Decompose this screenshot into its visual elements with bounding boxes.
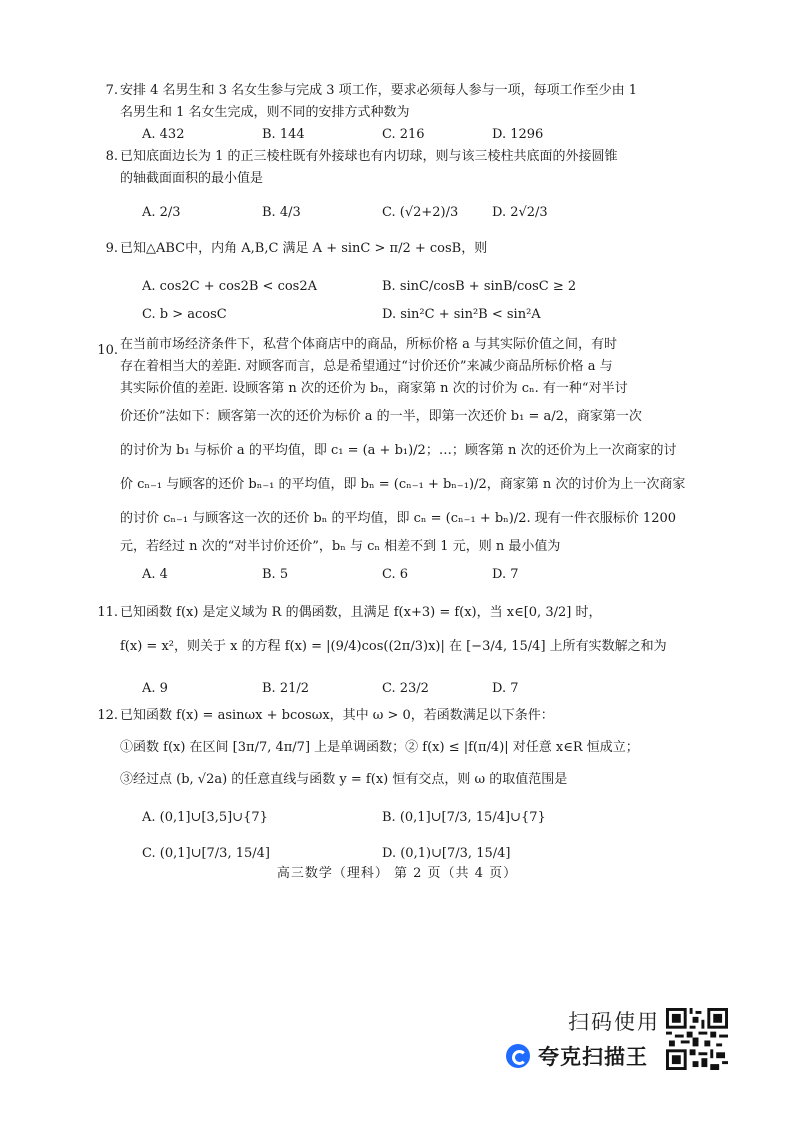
brand-watermark	[506, 1042, 648, 1070]
option-c: C. (0,1]∪[7/3, 15/4]	[142, 846, 270, 861]
question-text-line: 的讨价 cₙ₋₁ 与顾客这一次的还价 bₙ 的平均值，即 cₙ = (cₙ₋₁ + bₙ)/2. 现有一件衣服标价 1200	[120, 511, 677, 526]
option-a: A. 2/3	[142, 205, 181, 220]
question-text-line: 已知△ABC中，内角 A,B,C 满足 A + sinC > π/2 + cosB，则	[120, 241, 488, 256]
question-number: 7.	[105, 83, 118, 98]
option-b: B. 144	[262, 127, 305, 142]
question-text-line: 的轴截面面积的最小值是	[120, 171, 264, 186]
question-text-line: 已知函数 f(x) = asinωx + bcosωx，其中 ω > 0，若函数满足以下条件：	[120, 708, 554, 723]
option-d: D. sin²C + sin²B < sin²A	[382, 307, 541, 322]
question-text-line: 安排 4 名男生和 3 名女生参与完成 3 项工作，要求必须每人参与一项，每项工作至少由 1	[120, 83, 638, 98]
options-row	[120, 838, 680, 860]
options-row	[120, 558, 680, 580]
question-text-line: 在当前市场经济条件下，私营个体商店中的商品，所标价格 a 与其实际价值之间，有时	[120, 337, 618, 352]
options-row	[120, 276, 680, 298]
option-b: B. 4/3	[262, 205, 301, 220]
options-row	[120, 802, 680, 824]
options-row	[120, 672, 680, 694]
option-c: C. 216	[382, 127, 425, 142]
option-a: A. 9	[142, 681, 168, 696]
question-text-line: 其实际价值的差距. 设顾客第 n 次的还价为 bₙ，商家第 n 次的讨价为 cₙ. 有一种“对半讨	[120, 381, 628, 396]
quark-logo-icon	[506, 1044, 530, 1068]
option-a: A. 4	[142, 567, 168, 582]
option-a: A. (0,1]∪[3,5]∪{7}	[142, 810, 268, 825]
option-d: D. 7	[492, 567, 519, 582]
option-c: C. 23/2	[382, 681, 429, 696]
option-c: C. b > acosC	[142, 307, 227, 322]
options-row	[120, 202, 680, 224]
scan-caption: 扫码使用	[568, 1010, 660, 1034]
option-b: B. 21/2	[262, 681, 310, 696]
question-text-line: 价 cₙ₋₁ 与顾客的还价 bₙ₋₁ 的平均值，即 bₙ = (cₙ₋₁ + bₙ₋₁)/2，商家第 n 次的讨价为上一次商家	[120, 477, 686, 492]
question-text-line: 的讨价为 b₁ 与标价 a 的平均值，即 c₁ = (a + b₁)/2；…；顾客第 n 次的还价为上一次商家的讨	[120, 443, 677, 458]
question-text-line: 元，若经过 n 次的“对半讨价还价”，bₙ 与 cₙ 相差不到 1 元，则 n 最小值为	[120, 539, 561, 554]
question-7	[105, 80, 680, 146]
option-b: B. sinC/cosB + sinB/cosC ≥ 2	[382, 279, 577, 294]
question-11	[97, 596, 680, 696]
question-9	[105, 238, 680, 326]
question-text-line: 存在着相当大的差距. 对顾客而言，总是希望通过“讨价还价”来减少商品所标价格 a 与	[120, 359, 613, 374]
question-text-line: 已知底面边长为 1 的正三棱柱既有外接球也有内切球，则与该三棱柱共底面的外接圆锥	[120, 149, 618, 164]
option-d: D. 1296	[492, 127, 544, 142]
question-number: 9.	[105, 241, 118, 256]
question-number: 10.	[97, 343, 118, 358]
option-b: B. 5	[262, 567, 289, 582]
option-d: D. 2√2/3	[492, 205, 548, 220]
options-row	[120, 304, 680, 326]
page-footer: 高三数学（理科） 第 2 页（共 4 页）	[276, 866, 518, 881]
option-d: D. 7	[492, 681, 519, 696]
question-text-line: 名男生和 1 名女生完成，则不同的安排方式种数为	[120, 105, 410, 120]
options-row	[120, 124, 680, 146]
question-number: 12.	[97, 708, 118, 723]
brand-name: 夸克扫描王	[538, 1045, 648, 1069]
option-c: C. 6	[382, 567, 409, 582]
question-text-line: 已知函数 f(x) 是定义域为 R 的偶函数，且满足 f(x+3) = f(x)，当 x∈[0, 3/2] 时，	[120, 605, 602, 620]
qr-code-icon[interactable]	[666, 1008, 728, 1070]
option-b: B. (0,1]∪[7/3, 15/4]∪{7}	[382, 810, 546, 825]
option-d: D. (0,1)∪[7/3, 15/4]	[382, 846, 511, 861]
option-a: A. cos2C + cos2B < cos2A	[142, 279, 318, 294]
question-number: 11.	[97, 605, 118, 620]
question-text-line: f(x) = x²，则关于 x 的方程 f(x) = |(9/4)cos((2π/3)x)| 在 [−3/4, 15/4] 上所有实数解之和为	[120, 639, 667, 654]
option-a: A. 432	[142, 127, 185, 142]
question-text-line: 价还价”法如下：顾客第一次的还价为标价 a 的一半，即第一次还价 b₁ = a/2，商家第一次	[120, 409, 642, 424]
question-number: 8.	[105, 149, 118, 164]
question-text-line: ③经过点 (b, √2a) 的任意直线与函数 y = f(x) 恒有交点，则 ω 的取值范围是	[120, 772, 568, 787]
question-12	[97, 700, 680, 861]
option-c: C. (√2+2)/3	[382, 205, 459, 220]
question-10	[97, 334, 686, 582]
question-text-line: ①函数 f(x) 在区间 [3π/7, 4π/7] 上是单调函数；② f(x) ≤ |f(π/4)| 对任意 x∈R 恒成立；	[120, 740, 639, 755]
question-8	[105, 146, 680, 224]
